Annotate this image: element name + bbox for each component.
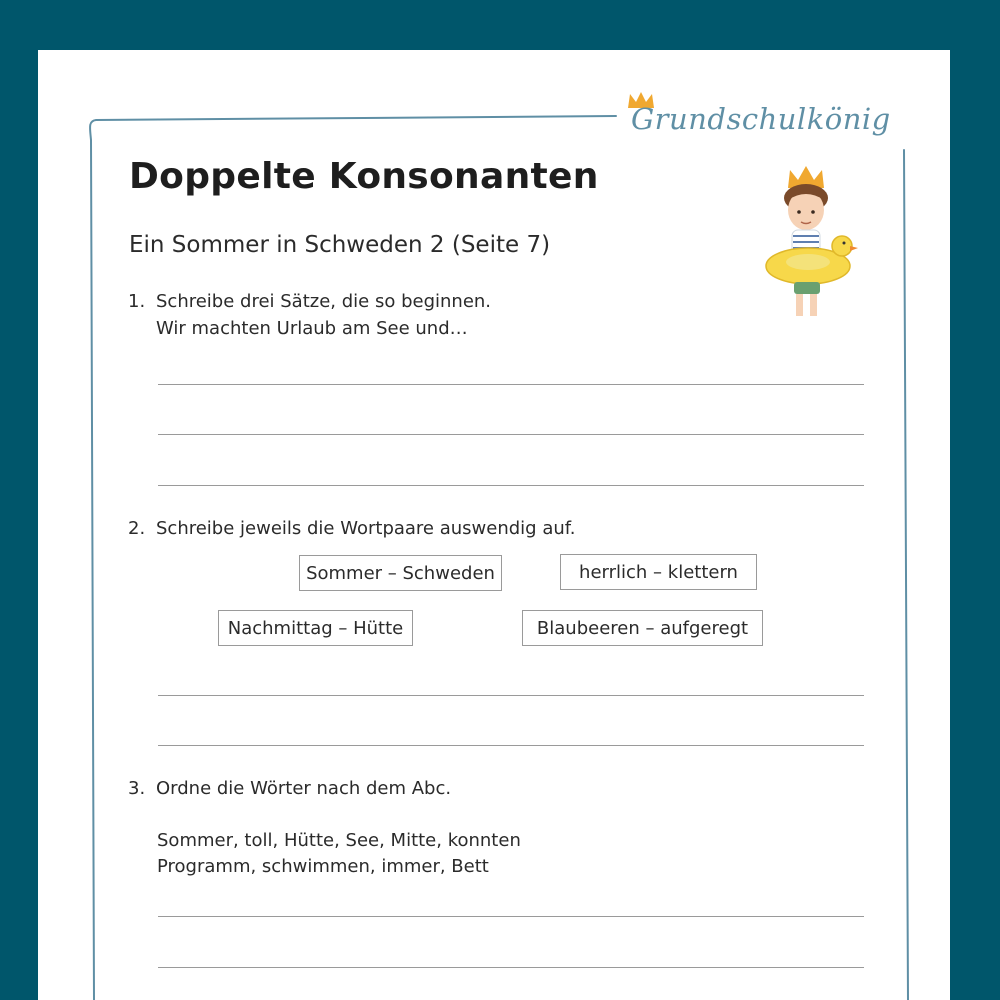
worksheet	[38, 50, 950, 1000]
word-list	[157, 828, 521, 880]
task-number: 2.	[128, 518, 146, 539]
writing-line[interactable]	[158, 916, 864, 917]
task-prompt: Wir machten Urlaub am See und…	[156, 318, 468, 339]
page-title: Doppelte Konsonanten	[129, 156, 599, 197]
word-pair-box: herrlich – klettern	[560, 554, 757, 590]
word-pair-box: Sommer – Schweden	[299, 555, 502, 591]
brand-logo: Grundschulkönig	[631, 102, 891, 136]
writing-line[interactable]	[158, 434, 864, 435]
writing-line[interactable]	[158, 967, 864, 968]
writing-line[interactable]	[158, 745, 864, 746]
word-list-line: Programm, schwimmen, immer, Bett	[157, 856, 489, 877]
writing-line[interactable]	[158, 695, 864, 696]
task-instruction: Schreibe jeweils die Wortpaare auswendig auf.	[156, 518, 576, 539]
task-instruction: Schreibe drei Sätze, die so beginnen.	[156, 291, 492, 312]
task-2	[128, 515, 576, 542]
child-illustration	[758, 162, 858, 320]
task-instruction: Ordne die Wörter nach dem Abc.	[156, 778, 452, 799]
task-3	[128, 775, 451, 802]
writing-line[interactable]	[158, 485, 864, 486]
page-subtitle: Ein Sommer in Schweden 2 (Seite 7)	[129, 232, 551, 258]
task-number: 1.	[128, 291, 146, 312]
word-pair-box: Blaubeeren – aufgeregt	[522, 610, 763, 646]
writing-line[interactable]	[158, 384, 864, 385]
word-list-line: Sommer, toll, Hütte, See, Mitte, konnten	[157, 830, 521, 851]
word-pair-box: Nachmittag – Hütte	[218, 610, 413, 646]
task-number: 3.	[128, 778, 146, 799]
task-1	[128, 288, 491, 342]
